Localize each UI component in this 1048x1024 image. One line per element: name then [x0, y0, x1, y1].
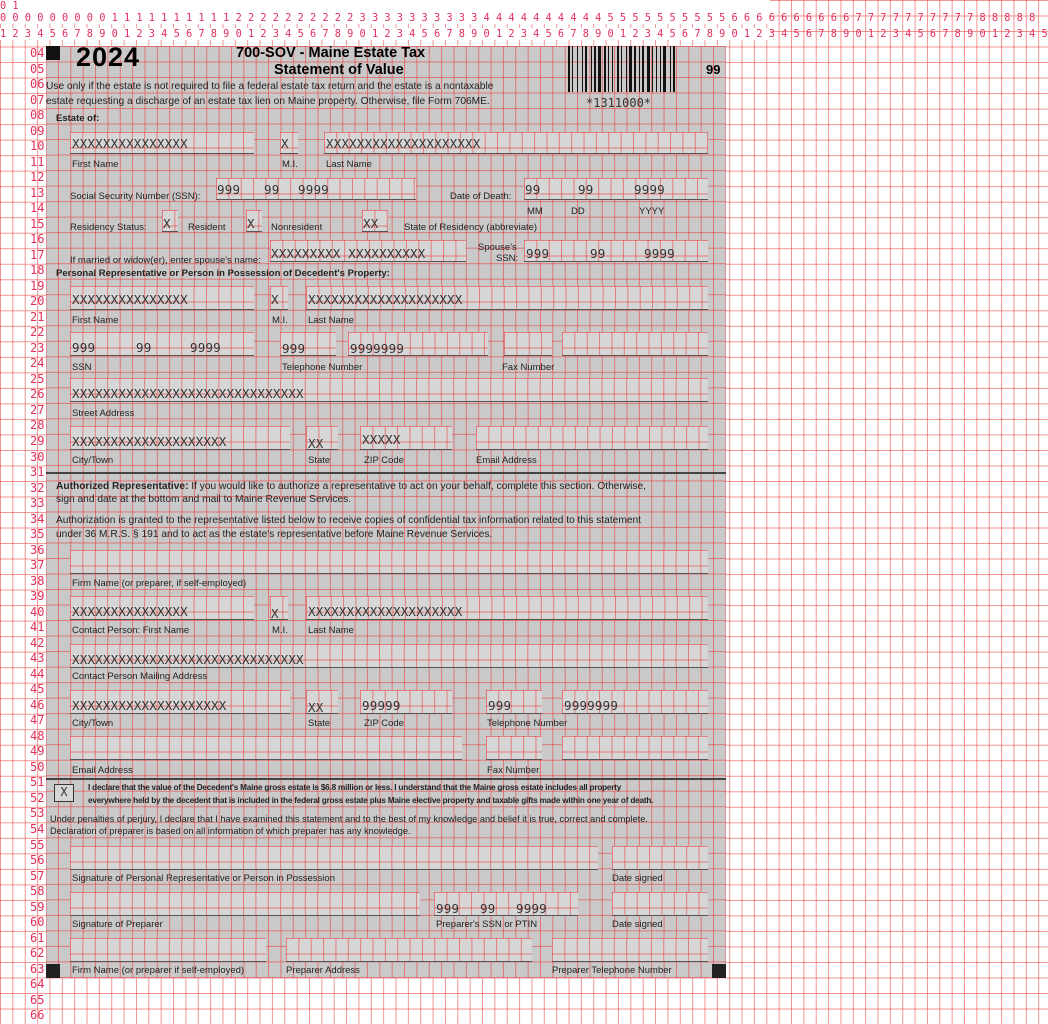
estate-mi-field[interactable]: X — [280, 132, 298, 154]
rep-first-name-label: First Name — [72, 315, 119, 326]
column-ruler-row-1: 0 1 — [0, 0, 770, 12]
row-number: 40 — [30, 604, 45, 619]
auth-firm-name-label: Firm Name (or preparer, if self-employed) — [72, 578, 247, 589]
auth-email-label: Email Address — [72, 765, 133, 776]
row-number: 44 — [30, 666, 45, 681]
row-number: 61 — [30, 930, 45, 945]
preparer-date-signed-field[interactable] — [612, 892, 708, 916]
row-number: 10 — [30, 139, 45, 154]
rep-phone-label: Telephone Number — [282, 362, 363, 373]
row-number: 35 — [30, 527, 45, 542]
rep-fax-field[interactable] — [504, 332, 552, 356]
rep-last-name-label: Last Name — [308, 315, 354, 326]
estate-last-name-field[interactable]: XXXXXXXXXXXXXXXXXXXX — [324, 132, 708, 154]
row-number: 64 — [30, 977, 45, 992]
rep-mi-field[interactable]: X — [270, 286, 288, 310]
auth-state-label: State — [308, 718, 331, 729]
row-number: 49 — [30, 744, 45, 759]
auth-email-field[interactable] — [70, 736, 462, 760]
auth-phone-number-field[interactable]: 9999999 — [562, 690, 708, 714]
row-number: 24 — [30, 356, 45, 371]
row-number: 22 — [30, 325, 45, 340]
mi-label: M.I. — [282, 159, 298, 170]
auth-mailing-address-label: Contact Person Mailing Address — [72, 671, 208, 682]
preparer-address-field[interactable] — [286, 938, 532, 962]
rep-email-field[interactable] — [476, 426, 708, 450]
corner-mark-top-left — [46, 46, 60, 60]
row-number: 39 — [30, 589, 45, 604]
rep-state-label: State — [308, 455, 331, 466]
rep-signature-field[interactable] — [70, 846, 598, 870]
resident-checkbox[interactable]: X — [162, 210, 178, 232]
rep-street-label: Street Address — [72, 408, 135, 419]
spouse-name-label: If married or widow(er), enter spouse's name: — [70, 255, 261, 266]
dd-label: DD — [571, 206, 585, 217]
date-of-death-field[interactable]: 99 99 9999 — [524, 178, 708, 200]
row-number: 57 — [30, 868, 45, 883]
rep-heading: Personal Representative or Person in Possession of Decedent's Property: — [56, 268, 390, 279]
row-number: 45 — [30, 682, 45, 697]
row-number: 53 — [30, 806, 45, 821]
auth-mailing-address-field[interactable]: XXXXXXXXXXXXXXXXXXXXXXXXXXXXXX — [70, 644, 708, 668]
preparer-firm-label: Firm Name (or preparer if self-employed) — [72, 965, 245, 976]
row-number: 41 — [30, 620, 45, 635]
perjury-line-2: Declaration of preparer is based on all information of which preparer has any knowledge. — [50, 826, 411, 836]
row-number: 55 — [30, 837, 45, 852]
rep-signature-label: Signature of Personal Representative or Person in Possession — [72, 873, 335, 884]
row-number: 33 — [30, 496, 45, 511]
row-number: 43 — [30, 651, 45, 666]
state-of-residency-label: State of Residency (abbreviate) — [404, 222, 538, 233]
check-mark-icon: X — [60, 785, 68, 799]
estate-ssn-label: Social Security Number (SSN): — [70, 191, 201, 202]
rep-phone-number-field[interactable]: 9999999 — [348, 332, 488, 356]
rep-phone-area-field[interactable]: 999 — [280, 332, 336, 356]
auth-statement-line-1: Authorization is granted to the representative listed below to receive copies of confidential tax information related to this statement — [56, 515, 641, 526]
row-number: 29 — [30, 434, 45, 448]
auth-mi-label: M.I. — [272, 625, 288, 636]
row-number: 07 — [30, 92, 45, 107]
row-number: 21 — [30, 309, 45, 324]
barcode-number: *1311000* — [586, 96, 652, 110]
row-number: 04 — [30, 46, 45, 60]
rep-zip-field[interactable]: XXXXX — [360, 426, 452, 450]
rep-city-field[interactable]: XXXXXXXXXXXXXXXXXXXX — [70, 426, 290, 450]
form-title: 700-SOV - Maine Estate Tax — [236, 45, 426, 61]
row-number: 52 — [30, 790, 45, 805]
row-number: 05 — [30, 61, 45, 76]
auth-statement-line-2: under 36 M.R.S. § 191 and to act as the estate's representative before Maine Revenue Services. — [56, 529, 493, 540]
nonresident-checkbox[interactable]: X — [246, 210, 262, 232]
row-number: 50 — [30, 759, 45, 774]
rep-ssn-label: SSN — [72, 362, 92, 373]
mm-label: MM — [527, 206, 543, 217]
form-year: 2024 — [76, 42, 141, 72]
form-700-sov — [46, 42, 726, 978]
spouse-name-field[interactable]: XXXXXXXXX XXXXXXXXXX — [270, 240, 466, 262]
row-number: 60 — [30, 915, 45, 930]
preparer-ssn-label: Preparer's SSN or PTIN — [436, 919, 538, 930]
rep-state-field[interactable]: XX — [306, 426, 338, 450]
row-number: 26 — [30, 387, 45, 402]
row-number: 65 — [30, 992, 45, 1007]
preparer-firm-field[interactable] — [70, 938, 266, 962]
row-number: 31 — [30, 465, 45, 480]
resident-label: Resident — [188, 222, 226, 233]
form-code: 99 — [706, 62, 721, 77]
declaration-line-1: I declare that the value of the Decedent's Maine gross estate is $6.8 million or less. I understand that the Maine gross estate includes all property — [88, 783, 622, 792]
auth-zip-field[interactable]: 99999 — [360, 690, 452, 714]
auth-city-field[interactable]: XXXXXXXXXXXXXXXXXXXX — [70, 690, 290, 714]
row-number: 37 — [30, 558, 45, 573]
row-number: 36 — [30, 542, 45, 557]
preparer-signature-label: Signature of Preparer — [72, 919, 163, 930]
row-number: 42 — [30, 635, 45, 650]
auth-first-name-label: Contact Person: First Name — [72, 625, 190, 636]
auth-intro-line-1: Authorized Representative: If you would like to authorize a representative to act on your behalf, complete this section. Otherwise, — [56, 481, 647, 492]
row-number: 66 — [30, 1008, 45, 1023]
row-number: 14 — [30, 201, 45, 216]
spouse-ssn-label-2: SSN: — [496, 253, 519, 264]
row-number: 62 — [30, 946, 45, 961]
row-number: 27 — [30, 402, 45, 417]
row-number: 25 — [30, 371, 45, 386]
column-ruler-row-2: 0 0 0 0 0 0 0 0 0 1 1 1 1 1 1 1 1 1 1 2 2 2 2 2 2 2 2 2 2 3 3 3 3 3 3 3 3 3 3 4 4 4 4 4 4 4 4 4 4 5 5 5 5 5 5 5 5 5 5 6 6 6 6 6 6 6 6 6 6 7 7 7 7 7 7 7 7 7 7 8 8 8 8 8 — [0, 12, 1036, 24]
row-number: 56 — [30, 853, 45, 868]
rep-first-name-field[interactable]: XXXXXXXXXXXXXXX — [70, 286, 254, 310]
row-number: 16 — [30, 232, 45, 247]
row-number: 58 — [30, 884, 45, 899]
row-number: 32 — [30, 480, 45, 495]
row-number: 54 — [30, 822, 45, 836]
row-number: 12 — [30, 170, 45, 185]
auth-zip-label: ZIP Code — [364, 718, 404, 729]
rep-fax-label: Fax Number — [502, 362, 555, 373]
auth-phone-label: Telephone Number — [487, 718, 568, 729]
intro-line-2: estate requesting a discharge of an estate tax lien on Maine property. Otherwise, file Form 706ME. — [46, 96, 490, 107]
declaration-line-2: everywhere held by the decedent that is included in the federal gross estate plus Maine elective property and taxable gifts made within one year of death. — [88, 796, 654, 805]
rep-date-signed-label: Date signed — [612, 873, 663, 884]
row-number: 34 — [30, 511, 45, 526]
rep-fax-number-field[interactable] — [562, 332, 708, 356]
intro-line-1: Use only if the estate is not required to file a federal estate tax return and the estate is a nontaxable — [46, 81, 494, 92]
auth-last-name-field[interactable]: XXXXXXXXXXXXXXXXXXXX — [306, 596, 708, 620]
estate-heading: Estate of: — [56, 113, 100, 124]
preparer-phone-field[interactable] — [552, 938, 708, 962]
row-number: 63 — [30, 961, 45, 976]
row-number: 19 — [30, 278, 45, 293]
row-number: 59 — [30, 899, 45, 914]
spouse-ssn-field[interactable]: 999 99 9999 — [524, 240, 708, 262]
row-number: 08 — [30, 108, 45, 123]
row-number: 15 — [30, 216, 45, 231]
rep-street-field[interactable]: XXXXXXXXXXXXXXXXXXXXXXXXXXXXXX — [70, 378, 708, 402]
estate-first-name-field[interactable]: XXXXXXXXXXXXXXX — [70, 132, 254, 154]
preparer-phone-label: Preparer Telephone Number — [552, 965, 672, 976]
row-number: 06 — [30, 77, 45, 92]
yyyy-label: YYYY — [639, 206, 665, 217]
preparer-date-signed-label: Date signed — [612, 919, 663, 930]
row-number: 30 — [30, 449, 45, 464]
rep-mi-label: M.I. — [272, 315, 288, 326]
nonresident-label: Nonresident — [271, 222, 323, 233]
auth-fax-number-field[interactable] — [562, 736, 708, 760]
auth-state-field[interactable]: XX — [306, 690, 338, 714]
auth-city-label: City/Town — [72, 718, 114, 729]
row-number: 46 — [30, 697, 45, 712]
corner-mark-bottom-right — [712, 964, 726, 978]
rep-ssn-field[interactable]: 999 99 9999 — [70, 332, 254, 356]
spouse-ssn-label-1: Spouse's — [478, 242, 517, 253]
first-name-label: First Name — [72, 159, 119, 170]
row-number: 09 — [30, 123, 45, 138]
declaration-checkbox[interactable] — [54, 784, 74, 802]
rep-email-label: Email Address — [476, 455, 537, 466]
auth-phone-area-field[interactable]: 999 — [486, 690, 542, 714]
rep-date-signed-field[interactable] — [612, 846, 708, 870]
row-number: 51 — [30, 775, 45, 790]
auth-mi-field[interactable]: X — [270, 596, 288, 620]
row-number: 13 — [30, 185, 45, 200]
auth-last-name-label: Last Name — [308, 625, 354, 636]
row-number: 38 — [30, 573, 45, 588]
perjury-line-1: Under penalties of perjury, I declare that I have examined this statement and to the best of my knowledge and belief it is true, correct and complete. — [50, 814, 648, 824]
estate-ssn-field[interactable]: 999 99 9999 — [216, 178, 416, 200]
row-number: 28 — [30, 418, 45, 433]
rep-last-name-field[interactable]: XXXXXXXXXXXXXXXXXXXX — [306, 286, 708, 310]
auth-fax-area-field[interactable] — [486, 736, 542, 760]
barcode — [568, 46, 698, 94]
row-number: 17 — [30, 247, 45, 262]
row-number: 20 — [30, 294, 45, 309]
auth-fax-label: Fax Number — [487, 765, 540, 776]
row-number: 48 — [30, 728, 45, 743]
last-name-label: Last Name — [326, 159, 372, 170]
row-number: 18 — [30, 263, 45, 278]
date-of-death-label: Date of Death: — [450, 191, 512, 202]
corner-mark-bottom-left — [46, 964, 60, 978]
section-divider-1 — [46, 472, 726, 474]
row-number: 11 — [30, 154, 45, 169]
form-subtitle: Statement of Value — [274, 62, 404, 78]
section-divider-2 — [46, 778, 726, 780]
auth-intro-line-2: sign and date at the bottom and mail to Maine Revenue Services. — [56, 494, 352, 505]
preparer-address-label: Preparer Address — [286, 965, 360, 976]
rep-city-label: City/Town — [72, 455, 114, 466]
preparer-ssn-field[interactable]: 999 99 9999 — [434, 892, 578, 916]
residency-status-label: Residency Status: — [70, 222, 147, 233]
row-number: 47 — [30, 713, 45, 728]
auth-first-name-field[interactable]: XXXXXXXXXXXXXXX — [70, 596, 254, 620]
column-ruler-row-3: 1 2 3 4 5 6 7 8 9 0 1 2 3 4 5 6 7 8 9 0 1 2 3 4 5 6 7 8 9 0 1 2 3 4 5 6 7 8 9 0 1 2 3 4 5 6 7 8 9 0 1 2 3 4 5 6 7 8 9 0 1 2 3 4 5 6 7 8 9 0 1 2 3 4 5 6 7 8 9 0 1 2 3 4 5 — [0, 28, 1048, 40]
preparer-signature-field[interactable] — [70, 892, 420, 916]
state-of-residency-field[interactable]: XX — [362, 210, 388, 232]
row-number: 23 — [30, 340, 45, 355]
auth-firm-name-field[interactable] — [70, 550, 708, 574]
rep-zip-label: ZIP Code — [364, 455, 404, 466]
